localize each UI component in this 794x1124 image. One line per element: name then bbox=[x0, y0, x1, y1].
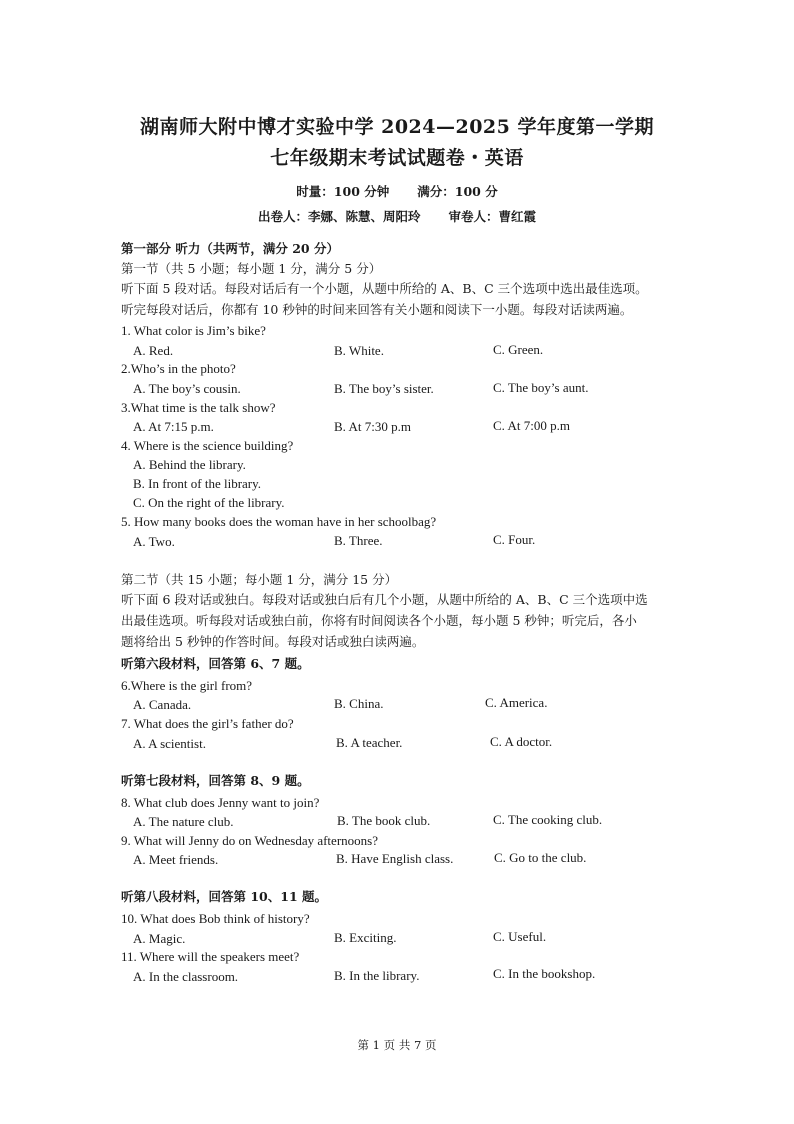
question-6-option-b: B. China. bbox=[334, 696, 384, 711]
question-11-stem: 11. Where will the speakers meet? bbox=[121, 949, 300, 964]
part1-heading: 第一部分 听力（共两节，满分 20 分） bbox=[121, 241, 339, 256]
exam-time-score bbox=[0, 182, 794, 200]
question-4-option-a: A. Behind the library. bbox=[133, 457, 246, 472]
question-5-stem: 5. How many books does the woman have in her schoolbag? bbox=[121, 514, 437, 529]
exam-title-line1: 湖南师大附中博才实验中学 2024—2025 学年度第一学期 bbox=[140, 116, 654, 138]
question-8-option-a: A. The nature club. bbox=[133, 814, 234, 829]
question-3-option-c: C. At 7:00 p.m bbox=[493, 418, 570, 433]
question-2-option-a: A. The boy’s cousin. bbox=[133, 381, 241, 396]
reviewer-label: 审卷人：曹红霞 bbox=[448, 209, 537, 224]
section2-heading: 第二节（共 15 小题；每小题 1 分，满分 15 分） bbox=[121, 572, 398, 587]
question-1-stem: 1. What color is Jim’s bike? bbox=[121, 323, 266, 338]
material-7-heading: 听第七段材料，回答第 8、9 题。 bbox=[121, 773, 310, 788]
question-10-stem: 10. What does Bob think of history? bbox=[121, 911, 310, 926]
question-3-option-a: A. At 7:15 p.m. bbox=[133, 419, 214, 434]
question-1-option-c: C. Green. bbox=[493, 342, 544, 357]
question-8-stem: 8. What club does Jenny want to join? bbox=[121, 795, 320, 810]
page-number: 第 1 页 共 7 页 bbox=[357, 1038, 437, 1052]
question-4-option-c: C. On the right of the library. bbox=[133, 495, 285, 510]
question-6-option-a: A. Canada. bbox=[133, 697, 192, 712]
question-1-option-a: A. Red. bbox=[133, 343, 174, 358]
section1-instruction-1: 听下面 5 段对话。每段对话后有一个小题，从题中所给的 A、B、C 三个选项中选出最佳选项。 bbox=[121, 281, 648, 296]
question-8-option-b: B. The book club. bbox=[337, 813, 431, 828]
question-10-option-c: C. Useful. bbox=[493, 929, 547, 944]
exam-authors bbox=[0, 207, 794, 225]
question-2-option-b: B. The boy’s sister. bbox=[334, 381, 434, 396]
score-label: 满分：100 分 bbox=[417, 184, 498, 199]
question-2-option-c: C. The boy’s aunt. bbox=[493, 380, 589, 395]
question-11-option-c: C. In the bookshop. bbox=[493, 966, 596, 981]
material-6-heading: 听第六段材料，回答第 6、7 题。 bbox=[121, 656, 310, 671]
question-1-option-b: B. White. bbox=[334, 343, 384, 358]
section1-instruction-2: 听完每段对话后，你都有 10 秒钟的时间来回答有关小题和阅读下一小题。每段对话读两遍。 bbox=[121, 302, 633, 317]
section2-instruction-3: 题将给出 5 秒钟的作答时间。每段对话或独白读两遍。 bbox=[121, 634, 425, 649]
question-10-option-b: B. Exciting. bbox=[334, 930, 397, 945]
question-9-option-c: C. Go to the club. bbox=[494, 850, 587, 865]
question-9-option-b: B. Have English class. bbox=[336, 851, 454, 866]
section2-instruction-1: 听下面 6 段对话或独白。每段对话或独白后有几个小题，从题中所给的 A、B、C 三个选项中选 bbox=[121, 592, 648, 607]
section1-heading: 第一节（共 5 小题；每小题 1 分，满分 5 分） bbox=[121, 261, 382, 276]
question-7-stem: 7. What does the girl’s father do? bbox=[121, 716, 294, 731]
question-7-option-b: B. A teacher. bbox=[336, 735, 403, 750]
question-6-option-c: C. America. bbox=[485, 695, 548, 710]
question-3-option-b: B. At 7:30 p.m bbox=[334, 419, 411, 434]
exam-title-line2: 七年级期末考试试题卷・英语 bbox=[270, 147, 524, 169]
question-5-option-c: C. Four. bbox=[493, 532, 536, 547]
question-6-stem: 6.Where is the girl from? bbox=[121, 678, 253, 693]
question-5-option-a: A. Two. bbox=[133, 534, 175, 549]
question-9-stem: 9. What will Jenny do on Wednesday afternoons? bbox=[121, 833, 378, 848]
question-7-option-c: C. A doctor. bbox=[490, 734, 553, 749]
question-4-option-b: B. In front of the library. bbox=[133, 476, 262, 491]
time-label: 时量：100 分钟 bbox=[296, 184, 390, 199]
question-11-option-a: A. In the classroom. bbox=[133, 969, 239, 984]
authors-label: 出卷人：李娜、陈慧、周阳玲 bbox=[257, 209, 421, 224]
question-10-option-a: A. Magic. bbox=[133, 931, 186, 946]
question-9-option-a: A. Meet friends. bbox=[133, 852, 219, 867]
question-3-stem: 3.What time is the talk show? bbox=[121, 400, 276, 415]
section2-instruction-2: 出最佳选项。听每段对话或独白前，你将有时间阅读各个小题，每小题 5 秒钟；听完后，各小 bbox=[121, 613, 637, 628]
question-8-option-c: C. The cooking club. bbox=[493, 812, 603, 827]
question-7-option-a: A. A scientist. bbox=[133, 736, 206, 751]
question-5-option-b: B. Three. bbox=[334, 533, 383, 548]
question-11-option-b: B. In the library. bbox=[334, 968, 420, 983]
material-8-heading: 听第八段材料，回答第 10、11 题。 bbox=[121, 889, 327, 904]
question-2-stem: 2.Who’s in the photo? bbox=[121, 361, 236, 376]
question-4-stem: 4. Where is the science building? bbox=[121, 438, 294, 453]
